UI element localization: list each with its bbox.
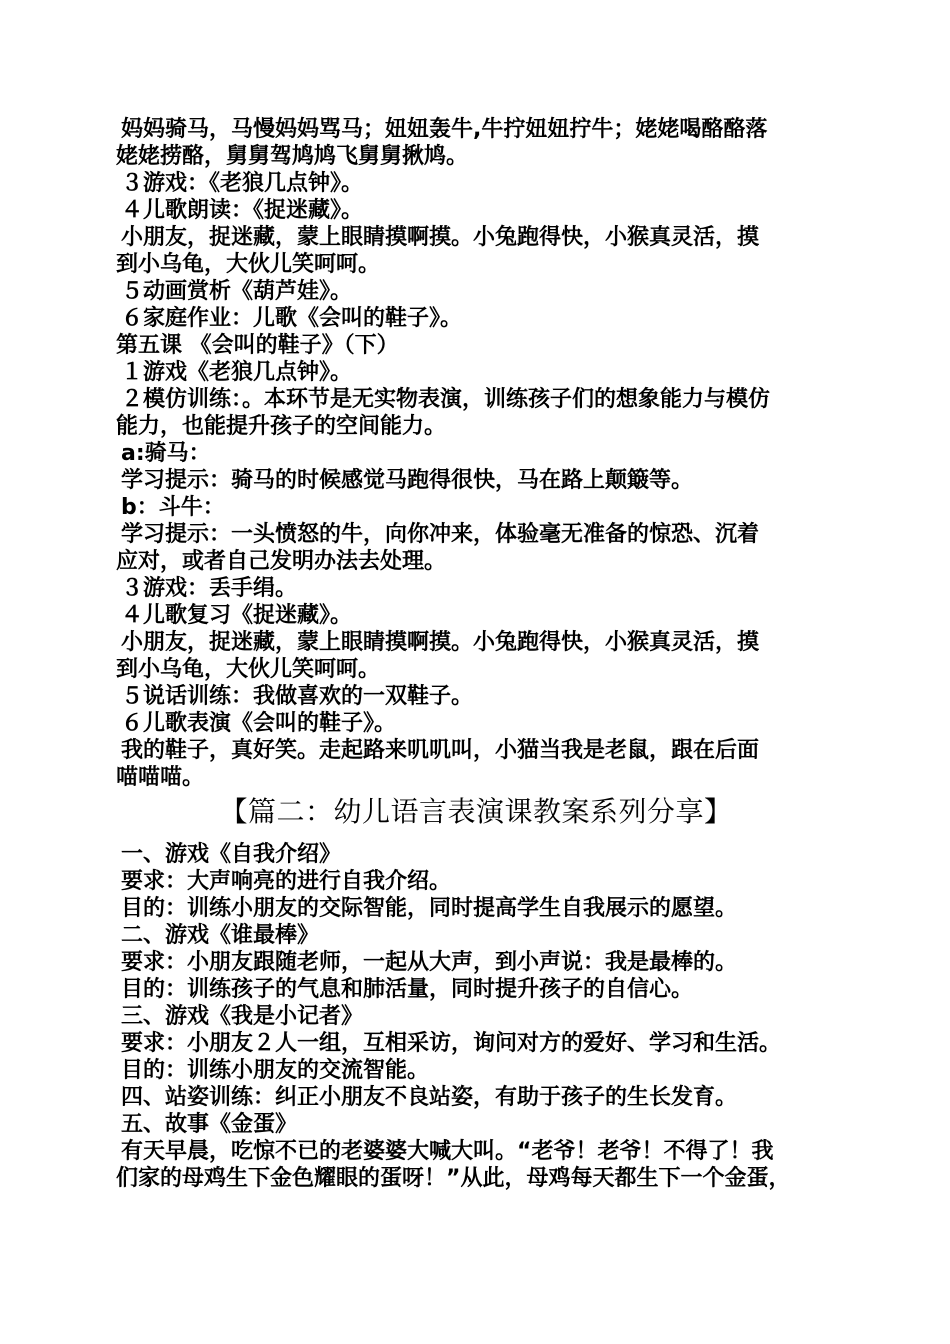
activity-heading: 五、故事《金蛋》 [121,1112,298,1137]
text-line: 目的：训练小朋友的交际智能，同时提高学生自我展示的愿望。 [121,896,738,921]
text-line: 妈妈骑马，马慢妈妈骂马；妞妞轰牛,牛拧妞妞拧牛；姥姥喝酪酪落 [121,117,768,142]
text-line: 要求：大声响亮的进行自我介绍。 [121,869,452,894]
text-line: ２模仿训练：。本环节是无实物表演，训练孩子们的想象能力与模仿 [121,387,771,412]
text-line: 应对，或者自己发明办法去处理。 [116,549,447,574]
text-line: 小朋友，捉迷藏，蒙上眼睛摸啊摸。小兔跑得快，小猴真灵活，摸 [121,225,760,250]
text-line: 学习提示：骑马的时候感觉马跑得很快，马在路上颠簸等。 [121,468,694,493]
text-line: b：斗牛： [121,495,225,520]
text-line: ４儿歌朗读：《捉迷藏》。 [121,198,364,223]
activity-heading: 二、游戏《谁最棒》 [121,923,320,948]
section-title: 【篇二：幼儿语言表演课教案系列分享】 [219,795,733,828]
document-body [116,116,836,1192]
text-line: 学习提示：一头愤怒的牛，向你冲来，体验毫无准备的惊恐、沉着 [121,522,760,547]
text-line: a:骑马： [121,441,211,466]
text-line: 到小乌龟，大伙儿笑呵呵。 [116,252,381,277]
lesson-part-two [116,841,836,1192]
text-line: ４儿歌复习《捉迷藏》。 [121,603,353,628]
lesson-heading: 第五课 《会叫的鞋子》（下） [116,333,399,358]
text-line: ３游戏：《老狼几点钟》。 [121,171,364,196]
text-line: 们家的母鸡生下金色耀眼的蛋呀！”从此，母鸡每天都生下一个金蛋， [116,1166,791,1191]
text-line: １游戏《老狼几点钟》。 [121,360,353,385]
text-line: 小朋友，捉迷藏，蒙上眼睛摸啊摸。小兔跑得快，小猴真灵活，摸 [121,630,760,655]
text-line: 要求：小朋友跟随老师，一起从大声，到小声说：我是最棒的。 [121,950,738,975]
lesson-part-one [116,116,836,791]
text-line: ５动画赏析《葫芦娃》。 [121,279,353,304]
text-line: 目的：训练孩子的气息和肺活量，同时提升孩子的自信心。 [121,977,694,1002]
text-line: 姥姥捞酪，舅舅驾鸠鸠飞舅舅揪鸠。 [116,144,469,169]
activity-heading: 三、游戏《我是小记者》 [121,1004,364,1029]
text-line: 到小乌龟，大伙儿笑呵呵。 [116,657,381,682]
text-line: ３游戏：丢手绢。 [121,576,298,601]
text-line: 喵喵喵。 [116,765,205,790]
text-line: 能力，也能提升孩子的空间能力。 [116,414,447,439]
text-line: ５说话训练：我做喜欢的一双鞋子。 [121,684,474,709]
activity-heading: 一、游戏《自我介绍》 [121,842,342,867]
text-line: 我的鞋子，真好笑。走起路来叽叽叫，小猫当我是老鼠，跟在后面 [121,738,760,763]
activity-heading: 四、站姿训练：纠正小朋友不良站姿，有助于孩子的生长发育。 [121,1085,738,1110]
text-line: 要求：小朋友２人一组，互相采访，询问对方的爱好、学习和生活。 [121,1031,782,1056]
text-line: ６儿歌表演《会叫的鞋子》。 [121,711,397,736]
text-line: 有天早晨，吃惊不已的老婆婆大喊大叫。“老爷！老爷！不得了！我 [121,1139,774,1164]
text-line: ６家庭作业：儿歌《会叫的鞋子》。 [121,306,463,331]
text-line: 目的：训练小朋友的交流智能。 [121,1058,430,1083]
